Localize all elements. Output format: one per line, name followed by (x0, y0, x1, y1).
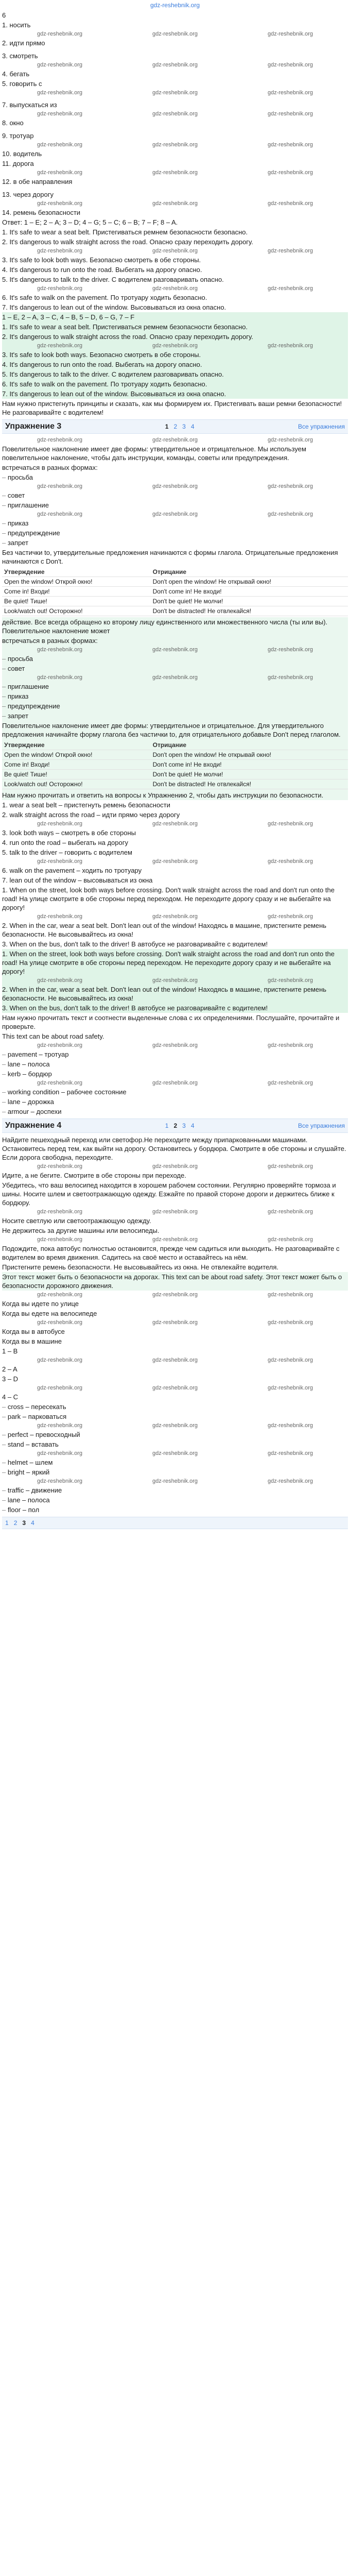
table-header: Утверждение (2, 740, 151, 750)
watermark: gdz-reshebnik.org (152, 821, 198, 827)
watermark-row (2, 976, 348, 985)
watermark-row (2, 857, 348, 866)
page-link[interactable]: 2 (13, 1519, 18, 1527)
watermark: gdz-reshebnik.org (267, 1422, 313, 1429)
vocab-item: – working condition – рабочее состояние (2, 1087, 348, 1097)
watermark-row (2, 141, 348, 149)
answer-line: 6. walk on the pavement – ходить по тротуару (2, 867, 142, 874)
watermark: gdz-reshebnik.org (37, 1163, 83, 1170)
watermark-row (2, 1477, 348, 1485)
watermark: gdz-reshebnik.org (267, 1385, 313, 1391)
list-item: 10. водитель (2, 150, 42, 158)
answer-sentence: 7. It's dangerous to lean out of the window. Высовываться из окна опасно. (2, 390, 226, 398)
table-cell: Don't be distracted! Не отвлекайся! (151, 779, 348, 789)
watermark: gdz-reshebnik.org (37, 1422, 83, 1429)
task-item: Когда вы в машине (2, 1337, 62, 1345)
watermark: gdz-reshebnik.org (37, 1236, 83, 1243)
list-item: – предупреждение (2, 701, 348, 711)
watermark: gdz-reshebnik.org (152, 1319, 198, 1326)
watermark: gdz-reshebnik.org (267, 62, 313, 68)
watermark: gdz-reshebnik.org (152, 170, 198, 176)
watermark: gdz-reshebnik.org (37, 142, 83, 148)
watermark: gdz-reshebnik.org (37, 821, 83, 827)
table-cell: Don't open the window! Не открывай окно! (151, 577, 348, 587)
table-cell: Don't come in! Не входи! (151, 587, 348, 597)
watermark: gdz-reshebnik.org (152, 90, 198, 96)
task-item: Когда вы в автобусе (2, 1328, 65, 1335)
watermark: gdz-reshebnik.org (152, 977, 198, 984)
watermark-row (2, 510, 348, 518)
sentence: 7. It's dangerous to lean out of the window. Высовываться из окна опасно. (2, 303, 226, 311)
watermark-row (2, 1356, 348, 1364)
watermark: gdz-reshebnik.org (37, 1478, 83, 1484)
question: Этот текст может быть о безопасности на дорогах. This text can be about road safety. Этот текст может быть о безопасности дорожного движения. (2, 1273, 342, 1290)
watermark: gdz-reshebnik.org (267, 437, 313, 443)
list-item: 2. идти прямо (2, 39, 45, 47)
watermark-row (2, 1041, 348, 1049)
watermark: gdz-reshebnik.org (37, 170, 83, 176)
watermark-row (2, 1318, 348, 1327)
watermark: gdz-reshebnik.org (152, 1236, 198, 1243)
site-url[interactable]: gdz-reshebnik.org (150, 2, 200, 9)
watermark: gdz-reshebnik.org (152, 142, 198, 148)
watermark: gdz-reshebnik.org (152, 1209, 198, 1215)
watermark: gdz-reshebnik.org (152, 913, 198, 920)
table-row (2, 779, 348, 789)
watermark-row (2, 1421, 348, 1430)
watermark: gdz-reshebnik.org (152, 1478, 198, 1484)
watermark: gdz-reshebnik.org (267, 142, 313, 148)
watermark: gdz-reshebnik.org (37, 483, 83, 489)
watermark: gdz-reshebnik.org (267, 1236, 313, 1243)
list-item: 14. ремень безопасности (2, 209, 81, 216)
watermark: gdz-reshebnik.org (152, 858, 198, 865)
exercise-header (2, 419, 348, 434)
note: Нам нужно пристегнуть принципы и сказать, как мы формируем их. Пристегивать ваши ремни безопасности! Не разговаривайте с водителем! (2, 400, 342, 416)
watermark: gdz-reshebnik.org (267, 1042, 313, 1048)
grid-item: 3 – D (2, 1375, 19, 1383)
watermark: gdz-reshebnik.org (37, 200, 83, 207)
list-item: 6 (2, 11, 6, 19)
watermark: gdz-reshebnik.org (267, 170, 313, 176)
watermark: gdz-reshebnik.org (37, 647, 83, 653)
paragraph: Повелительное наклонение имеет две формы: утвердительное и отрицательное. Для утвердительного предложения начинайте форму глагола без частички to, для отрицательного добавьте Don't перед глаголом. (2, 722, 341, 738)
watermark: gdz-reshebnik.org (152, 111, 198, 117)
watermark: gdz-reshebnik.org (267, 858, 313, 865)
watermark: gdz-reshebnik.org (267, 1209, 313, 1215)
paragraph: действие. Все всегда обращено ко второму лицу единственного или множественного числа (ты или вы). Повелительное наклонение может (2, 618, 328, 635)
watermark: gdz-reshebnik.org (37, 1357, 83, 1363)
table-cell: Open the window! Открой окно! (2, 750, 151, 760)
watermark: gdz-reshebnik.org (267, 821, 313, 827)
table-row (2, 597, 348, 606)
watermark: gdz-reshebnik.org (152, 31, 198, 37)
watermark-row (2, 1235, 348, 1244)
paragraph: Подождите, пока автобус полностью остановится, прежде чем садиться или выходить. Не разговаривайте с водителем во время движения. Садитесь на своё место и оставайтесь на нём. (2, 1245, 340, 1261)
list-item: 7. выпускаться из (2, 101, 57, 109)
watermark: gdz-reshebnik.org (37, 31, 83, 37)
list-item: 8. окно (2, 119, 24, 127)
page-link[interactable]: 4 (31, 1519, 34, 1527)
watermark: gdz-reshebnik.org (267, 1450, 313, 1456)
watermark: gdz-reshebnik.org (37, 1042, 83, 1048)
watermark: gdz-reshebnik.org (152, 1292, 198, 1298)
table-row (2, 750, 348, 760)
table-header: Отрицание (151, 740, 348, 750)
vocab-item: – lane – дорожка (2, 1097, 348, 1107)
answer-sentence: 5. It's dangerous to talk to the driver. С водителем разговаривать опасно. (2, 370, 224, 378)
answer-line: 1. wear a seat belt – пристегнуть ремень безопасности (2, 801, 170, 809)
watermark: gdz-reshebnik.org (37, 1385, 83, 1391)
paragraph: 1. When on the street, look both ways before crossing. Don't walk straight across the road and don't run onto the road! На улице смотрите в обе стороны перед переходом. Не переходите дорогу сразу и не выбегайте на дорогу! (2, 950, 335, 975)
vocab-item: – perfect – превосходный (2, 1430, 348, 1439)
answer-key: 1 – E, 2 – A, 3 – C, 4 – B, 5 – D, 6 – G, 7 – F (2, 313, 135, 321)
sentence: 3. It's safe to look both ways. Безопасно смотреть в обе стороны. (2, 256, 201, 264)
watermark: gdz-reshebnik.org (37, 62, 83, 68)
page-link[interactable]: 4 (190, 1122, 195, 1129)
paragraph: Найдите пешеходный переход или светофор.Не переходите между припаркованными машинами. Остановитесь перед тем, как выйти на дорогу. Остановитесь у бордюра. Смотрите в обе стороны и слушайте. Если дорога свободна, переходите. (2, 1136, 346, 1161)
sentence: 6. It's safe to walk on the pavement. По тротуару ходить безопасно. (2, 294, 207, 301)
watermark-row (2, 1079, 348, 1087)
list-item: 12. в обе направления (2, 178, 73, 185)
watermark: gdz-reshebnik.org (152, 62, 198, 68)
page-link[interactable]: 1 (5, 1519, 9, 1527)
vocab-item: – armour – доспехи (2, 1107, 348, 1116)
watermark: gdz-reshebnik.org (267, 977, 313, 984)
list-item: – совет (2, 664, 348, 673)
table-cell: Open the window! Открой окно! (2, 577, 151, 587)
task-item: Когда вы идете по улице (2, 1300, 79, 1308)
watermark: gdz-reshebnik.org (267, 285, 313, 292)
watermark-row (2, 168, 348, 177)
table-cell: Don't be quiet! Не молчи! (151, 770, 348, 779)
watermark: gdz-reshebnik.org (267, 483, 313, 489)
watermark: gdz-reshebnik.org (267, 248, 313, 254)
vocab-item: – bright – яркий (2, 1467, 348, 1477)
answer-line: 7. lean out of the window – высовываться из окна (2, 876, 153, 884)
watermark: gdz-reshebnik.org (267, 674, 313, 681)
watermark: gdz-reshebnik.org (152, 674, 198, 681)
watermark: gdz-reshebnik.org (37, 511, 83, 517)
paragraph: Не держитесь за другие машины или велосипеды. (2, 1227, 160, 1234)
watermark: gdz-reshebnik.org (152, 1163, 198, 1170)
watermark: gdz-reshebnik.org (37, 437, 83, 443)
table-cell: Be quiet! Тише! (2, 597, 151, 606)
watermark: gdz-reshebnik.org (267, 647, 313, 653)
watermark-row (2, 912, 348, 921)
all-exercises-link[interactable]: Все упражнения (297, 423, 345, 430)
vocab-item: – floor – пол (2, 1505, 348, 1515)
watermark: gdz-reshebnik.org (37, 1292, 83, 1298)
table-cell: Look/watch out! Осторожно! (2, 779, 151, 789)
watermark-row (2, 1384, 348, 1392)
watermark: gdz-reshebnik.org (267, 111, 313, 117)
list-item: 13. через дорогу (2, 191, 54, 198)
list-item: – совет (2, 490, 348, 500)
list-item: – приказ (2, 518, 348, 528)
sentence: 5. It's dangerous to talk to the driver. С водителем разговаривать опасно. (2, 276, 224, 283)
pager (5, 1519, 34, 1527)
answer-line: 2. walk straight across the road – идти прямо через дорогу (2, 811, 180, 819)
answer-line: 4. run onto the road – выбегать на дорогу (2, 839, 128, 846)
watermark: gdz-reshebnik.org (37, 1080, 83, 1086)
list-item: – предупреждение (2, 528, 348, 538)
list-item: 4. бегать (2, 70, 30, 78)
table-cell: Don't open the window! Не открывай окно! (151, 750, 348, 760)
sentence: 1. It's safe to wear a seat belt. Пристегиваться ремнем безопасности безопасно. (2, 228, 248, 236)
exercise-header (2, 1118, 348, 1133)
watermark: gdz-reshebnik.org (152, 248, 198, 254)
watermark-row (2, 1291, 348, 1299)
vocab-item: – stand – вставать (2, 1439, 348, 1449)
list-item: 5. говорить с (2, 80, 42, 88)
match-answer: Ответ: 1 – Е; 2 – А; 3 – D; 4 – G; 5 – C; 6 – B; 7 – F; 8 – A. (2, 218, 178, 226)
table-row (2, 606, 348, 616)
watermark: gdz-reshebnik.org (152, 511, 198, 517)
vocab-item: – pavement – тротуар (2, 1049, 348, 1059)
table-cell: Don't come in! Не входи! (151, 760, 348, 770)
watermark: gdz-reshebnik.org (37, 90, 83, 96)
page-link[interactable]: 3 (182, 1122, 186, 1129)
vocab-item: – helmet – шлем (2, 1458, 348, 1467)
paragraph: This text can be about road safety. (2, 1032, 104, 1040)
watermark: gdz-reshebnik.org (267, 1319, 313, 1326)
watermark: gdz-reshebnik.org (37, 1450, 83, 1456)
grid-item: 2 – A (2, 1365, 18, 1373)
watermark: gdz-reshebnik.org (267, 31, 313, 37)
sentence: 4. It's dangerous to run onto the road. Выбегать на дорогу опасно. (2, 266, 202, 274)
watermark-row (2, 1449, 348, 1458)
watermark-row (2, 199, 348, 208)
watermark: gdz-reshebnik.org (267, 1478, 313, 1484)
grid-item: 4 – C (2, 1393, 19, 1401)
answer-sentence: 1. It's safe to wear a seat belt. Пристегиваться ремнем безопасности безопасно. (2, 323, 248, 331)
page-link[interactable]: 1 (165, 1122, 169, 1129)
watermark-row (2, 342, 348, 350)
vocab-item: – kerb – бордюр (2, 1069, 348, 1079)
watermark: gdz-reshebnik.org (37, 248, 83, 254)
page-link[interactable]: 1 (165, 423, 169, 430)
list-item: 9. тротуар (2, 132, 34, 140)
watermark: gdz-reshebnik.org (37, 913, 83, 920)
paragraph: 1. When on the street, look both ways before crossing. Don't walk straight across the road and don't run onto the road! На улице смотрите в обе стороны перед переходом. Не переходите дорогу сразу и не выбегайте на дорогу! (2, 886, 335, 911)
document-body (0, 10, 350, 1529)
watermark: gdz-reshebnik.org (37, 111, 83, 117)
watermark-row (2, 110, 348, 118)
sentence: 2. It's dangerous to walk straight across the road. Опасно сразу переходить дорогу. (2, 238, 253, 246)
watermark-row (2, 247, 348, 255)
watermark-row (2, 61, 348, 69)
vocab-item: – lane – полоса (2, 1495, 348, 1505)
watermark: gdz-reshebnik.org (37, 1209, 83, 1215)
paragraph: Убедитесь, что ваш велосипед находится в хорошем рабочем состоянии. Регулярно проверяйте тормоза и шины. Носите шлем и светоотражающую одежду. Езжайте по правой стороне дороги и держитесь ближе к бордюру. (2, 1181, 336, 1207)
table-cell: Come in! Входи! (2, 587, 151, 597)
pager (165, 1122, 195, 1129)
table-header: Отрицание (151, 567, 348, 577)
paragraph: 2. When in the car, wear a seat belt. Don't lean out of the window! Находясь в машине, пристегните ремень безопасности. Не высовывайтесь из окна! (2, 922, 327, 938)
all-exercises-link[interactable]: Все упражнения (297, 1122, 345, 1129)
list-item: – приглашение (2, 682, 348, 691)
answer-line: 5. talk to the driver – говорить с водителем (2, 849, 132, 856)
list-item: – приказ (2, 691, 348, 701)
watermark: gdz-reshebnik.org (152, 1385, 198, 1391)
list-item: – просьба (2, 654, 348, 664)
paragraph: встречаться в разных формах: (2, 464, 98, 471)
watermark-row (2, 1208, 348, 1216)
vocab-item: – traffic – движение (2, 1485, 348, 1495)
watermark: gdz-reshebnik.org (267, 511, 313, 517)
table-row (2, 577, 348, 587)
watermark-row (2, 673, 348, 682)
exercise-title: Упражнение 4 (5, 1121, 62, 1130)
exercise-footer (2, 1517, 348, 1529)
table-cell: Don't be quiet! Не молчи! (151, 597, 348, 606)
answer-line: 3. look both ways – смотреть в обе стороны (2, 829, 136, 837)
watermark-row (2, 30, 348, 38)
watermark-row (2, 89, 348, 97)
vocab-item: – park – парковаться (2, 1412, 348, 1421)
table-row (2, 770, 348, 779)
table-cell: Come in! Входи! (2, 760, 151, 770)
list-item: 11. дорога (2, 160, 34, 167)
watermark: gdz-reshebnik.org (152, 1080, 198, 1086)
list-item: – приглашение (2, 500, 348, 510)
paragraph: Пристегните ремень безопасности. Не высовывайтесь из окна. Не отвлекайте водителя. (2, 1263, 279, 1271)
grammar-table (2, 567, 348, 616)
grid-item: 1 – B (2, 1347, 18, 1355)
watermark: gdz-reshebnik.org (152, 1042, 198, 1048)
task-item: Когда вы едете на велосипеде (2, 1310, 97, 1317)
pager (165, 423, 195, 430)
paragraph: Без частички to, утвердительные предложения начинаются с формы глагола. Отрицательные предложения начинаются с Don't. (2, 549, 338, 565)
page-link[interactable]: 4 (190, 423, 195, 430)
watermark-row (2, 284, 348, 293)
watermark: gdz-reshebnik.org (152, 1450, 198, 1456)
watermark: gdz-reshebnik.org (152, 1357, 198, 1363)
watermark: gdz-reshebnik.org (267, 1080, 313, 1086)
table-cell: Don't be distracted! Не отвлекайся! (151, 606, 348, 616)
answer-sentence: 2. It's dangerous to walk straight across the road. Опасно сразу переходить дорогу. (2, 333, 253, 341)
exercise-title: Упражнение 3 (5, 422, 62, 431)
page-link[interactable]: 3 (22, 1519, 26, 1527)
table-header: Утверждение (2, 567, 151, 577)
answer-sentence: 4. It's dangerous to run onto the road. Выбегать на дорогу опасно. (2, 361, 202, 368)
paragraph: 3. When on the bus, don't talk to the driver! В автобусе не разговаривайте с водителем! (2, 1004, 268, 1012)
list-item: – просьба (2, 472, 348, 482)
grammar-table (2, 740, 348, 789)
list-item: 1. носить (2, 21, 31, 29)
answer-sentence: 6. It's safe to walk on the pavement. По тротуару ходить безопасно. (2, 380, 207, 388)
watermark: gdz-reshebnik.org (37, 674, 83, 681)
watermark: gdz-reshebnik.org (152, 343, 198, 349)
paragraph: Носите светлую или светоотражающую одежду. (2, 1217, 151, 1225)
watermark: gdz-reshebnik.org (37, 1319, 83, 1326)
paragraph: Нам нужно прочитать текст и соотнести выделенные слова с их определениями. Послушайте, прочитайте и проверьте. (2, 1014, 340, 1030)
watermark: gdz-reshebnik.org (267, 90, 313, 96)
table-cell: Be quiet! Тише! (2, 770, 151, 779)
watermark: gdz-reshebnik.org (267, 343, 313, 349)
watermark: gdz-reshebnik.org (152, 200, 198, 207)
watermark: gdz-reshebnik.org (152, 647, 198, 653)
paragraph: 2. When in the car, wear a seat belt. Don't lean out of the window! Находясь в машине, пристегните ремень безопасности. Не высовывайтесь из окна! (2, 986, 327, 1002)
watermark: gdz-reshebnik.org (267, 1163, 313, 1170)
watermark: gdz-reshebnik.org (37, 977, 83, 984)
watermark: gdz-reshebnik.org (267, 1292, 313, 1298)
watermark-row (2, 482, 348, 490)
watermark: gdz-reshebnik.org (37, 285, 83, 292)
paragraph: встречаться в разных формах: (2, 637, 98, 645)
watermark: gdz-reshebnik.org (152, 1422, 198, 1429)
table-row (2, 760, 348, 770)
watermark: gdz-reshebnik.org (267, 200, 313, 207)
watermark: gdz-reshebnik.org (152, 483, 198, 489)
paragraph: Идите, а не бегите. Смотрите в обе стороны при переходе. (2, 1172, 186, 1179)
paragraph: 3. When on the bus, don't talk to the driver! В автобусе не разговаривайте с водителем! (2, 940, 268, 948)
table-cell: Look/watch out! Осторожно! (2, 606, 151, 616)
watermark: gdz-reshebnik.org (267, 913, 313, 920)
watermark: gdz-reshebnik.org (37, 858, 83, 865)
watermark: gdz-reshebnik.org (152, 285, 198, 292)
watermark-row (2, 820, 348, 828)
watermark: gdz-reshebnik.org (37, 343, 83, 349)
watermark-row (2, 646, 348, 654)
page-link[interactable]: 2 (173, 423, 178, 430)
watermark-row (2, 436, 348, 444)
watermark: gdz-reshebnik.org (152, 437, 198, 443)
watermark-row (2, 1162, 348, 1171)
table-row (2, 587, 348, 597)
list-item: 3. смотреть (2, 52, 38, 60)
paragraph: Повелительное наклонение имеет две формы: утвердительное и отрицательное. Мы используем повелительное наклонение, чтобы дать инструкции, команды, советы или предупреждения. (2, 445, 306, 462)
watermark: gdz-reshebnik.org (267, 1357, 313, 1363)
page-link[interactable]: 3 (182, 423, 186, 430)
list-item: – запрет (2, 538, 348, 548)
vocab-item: – cross – пересекать (2, 1402, 348, 1412)
page-link[interactable]: 2 (173, 1122, 178, 1129)
task: Нам нужно прочитать и ответить на вопросы к Упражнению 2, чтобы дать инструкции по безопасности. (2, 791, 324, 799)
list-item: – запрет (2, 711, 348, 721)
answer-sentence: 3. It's safe to look both ways. Безопасно смотреть в обе стороны. (2, 351, 201, 359)
vocab-item: – lane – полоса (2, 1059, 348, 1069)
